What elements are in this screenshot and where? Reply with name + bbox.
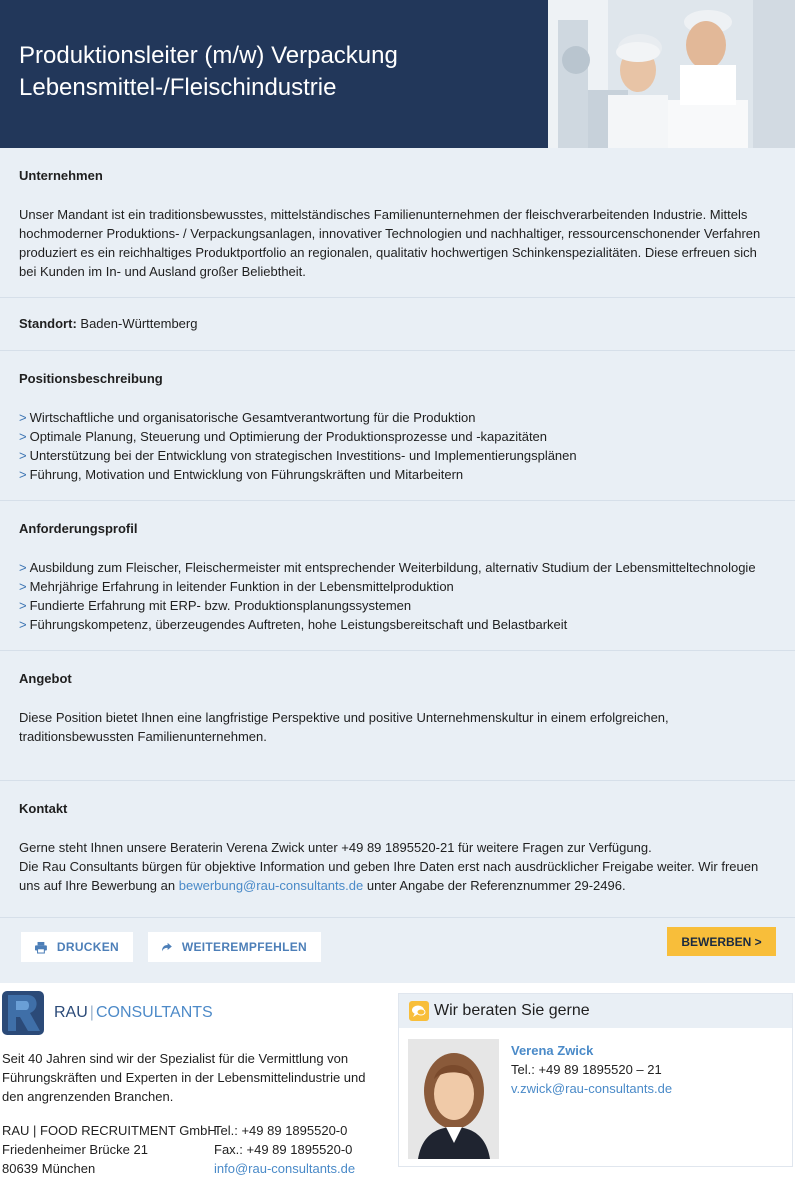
standort-value: Baden-Württemberg [80, 316, 198, 331]
advisor-name: Verena Zwick [511, 1043, 594, 1058]
advisor-box [398, 993, 793, 1167]
section-text: Unser Mandant ist ein traditionsbewusstes, mittelständisches Familienunternehmen der fleischverarbeitenden Industrie. Mittels hochmoderner Produktions- / Verpackungsanlagen, innovativer Technologien und nachhaltiger, ressourcenschonender Verfahren produziert es ein reichhaltiges Produktportfolio an regionalen, qualitativ hochwertigen Schinkenspezialitäten. Diese erfreuen sich bei Kunden im In- und Ausland großer Beliebtheit. [19, 207, 761, 279]
company-name: RAU | FOOD RECRUITMENT GmbH [2, 1123, 217, 1138]
advisor-header [399, 994, 792, 1028]
recommend-button[interactable]: WEITEREMPFEHLEN [148, 932, 321, 962]
page-title-line1: Produktionsleiter (m/w) Verpackung [19, 42, 398, 69]
chat-bubble-icon [409, 1001, 429, 1021]
list-item: > Wirtschaftliche und organisatorische Gesamtverantwortung für die Produktion [19, 410, 476, 425]
section-angebot [0, 651, 795, 781]
chevron-right-icon: > [19, 448, 27, 463]
chevron-right-icon: > [19, 579, 27, 594]
section-standort [0, 298, 795, 351]
standort-label: Standort: [19, 316, 77, 331]
advisor-info [511, 1041, 672, 1098]
section-heading: Angebot [19, 671, 72, 686]
section-anforderungsprofil [0, 501, 795, 651]
list-item: > Führung, Motivation und Entwicklung von Führungskräften und Mitarbeitern [19, 467, 464, 482]
advisor-photo [408, 1039, 499, 1159]
company-address [2, 1121, 217, 1178]
company-phone: Tel.: +49 89 1895520-0 [214, 1123, 348, 1138]
section-text: Diese Position bietet Ihnen eine langfristige Perspektive und positive Unternehmenskultur in einem erfolgreichen, traditionsbewussten Familienunternehmen. [19, 710, 669, 744]
kontakt-line1: Gerne steht Ihnen unsere Beraterin Verena Zwick unter +49 89 1895520-21 für weitere Fragen zur Verfügung. [19, 840, 652, 855]
list-item: > Ausbildung zum Fleischer, Fleischermeister mit entsprechender Weiterbildung, alternativ Studium der Lebensmitteltechnologie [19, 560, 756, 575]
company-fax: Fax.: +49 89 1895520-0 [214, 1142, 353, 1157]
advisor-email-link[interactable]: v.zwick@rau-consultants.de [511, 1081, 673, 1096]
section-positionsbeschreibung [0, 351, 795, 501]
list-item: > Fundierte Erfahrung mit ERP- bzw. Produktionsplanungssystemen [19, 598, 412, 613]
apply-button[interactable]: BEWERBEN > [667, 927, 776, 956]
company-description: Seit 40 Jahren sind wir der Spezialist für die Vermittlung von Führungskräften und Experten in der Lebensmittelindustrie und den angrenzenden Branchen. [2, 1051, 366, 1104]
list-item: > Führungskompetenz, überzeugendes Auftreten, hohe Leistungsbereitschaft und Belastbarkeit [19, 617, 568, 632]
company-city: 80639 München [2, 1161, 96, 1176]
rau-logo-icon [2, 991, 44, 1035]
footer [0, 983, 795, 1195]
logo-wordmark: RAU | CONSULTANTS [54, 1004, 213, 1021]
application-email-link[interactable]: bewerbung@rau-consultants.de [178, 878, 364, 893]
company-email-link[interactable]: info@rau-consultants.de [214, 1161, 356, 1176]
section-heading: Anforderungsprofil [19, 521, 138, 536]
chevron-right-icon: > [19, 467, 27, 482]
section-heading: Positionsbeschreibung [19, 371, 163, 386]
share-arrow-icon [162, 941, 172, 954]
list-item: > Unterstützung bei der Entwicklung von strategischen Investitions- und Implementierungsplänen [19, 448, 577, 463]
chevron-right-icon: > [19, 617, 27, 632]
section-unternehmen [0, 148, 795, 298]
chevron-right-icon: > [19, 410, 27, 425]
kontakt-line2: Die Rau Consultants bürgen für objektive Information und geben Ihre Daten erst nach ausdrücklicher Freigabe weiter. Wir freuen uns auf Ihre Bewerbung an bewerbung@rau-consultants.de unter Angabe der Referenznummer 29-2496. [19, 859, 759, 893]
chevron-right-icon: > [19, 429, 27, 444]
printer-icon [35, 941, 47, 954]
job-details [0, 148, 795, 983]
page-title [19, 40, 398, 104]
print-button[interactable]: DRUCKEN [21, 932, 133, 962]
section-heading: Unternehmen [19, 168, 103, 183]
company-logo[interactable] [2, 991, 213, 1035]
page-header [0, 0, 795, 148]
advisor-phone: Tel.: +49 89 1895520 – 21 [511, 1062, 662, 1077]
chevron-right-icon: > [19, 598, 27, 613]
company-contact [214, 1121, 355, 1178]
company-street: Friedenheimer Brücke 21 [2, 1142, 148, 1157]
action-bar [0, 918, 795, 983]
list-item: > Optimale Planung, Steuerung und Optimierung der Produktionsprozesse und -kapazitäten [19, 429, 548, 444]
header-photo [548, 0, 795, 148]
section-heading: Kontakt [19, 801, 68, 816]
list-item: > Mehrjährige Erfahrung in leitender Funktion in der Lebensmittelproduktion [19, 579, 454, 594]
advisor-heading: Wir beraten Sie gerne [434, 1002, 590, 1019]
page-title-line2: Lebensmittel-/Fleischindustrie [19, 74, 337, 101]
section-kontakt [0, 781, 795, 918]
chevron-right-icon: > [19, 560, 27, 575]
